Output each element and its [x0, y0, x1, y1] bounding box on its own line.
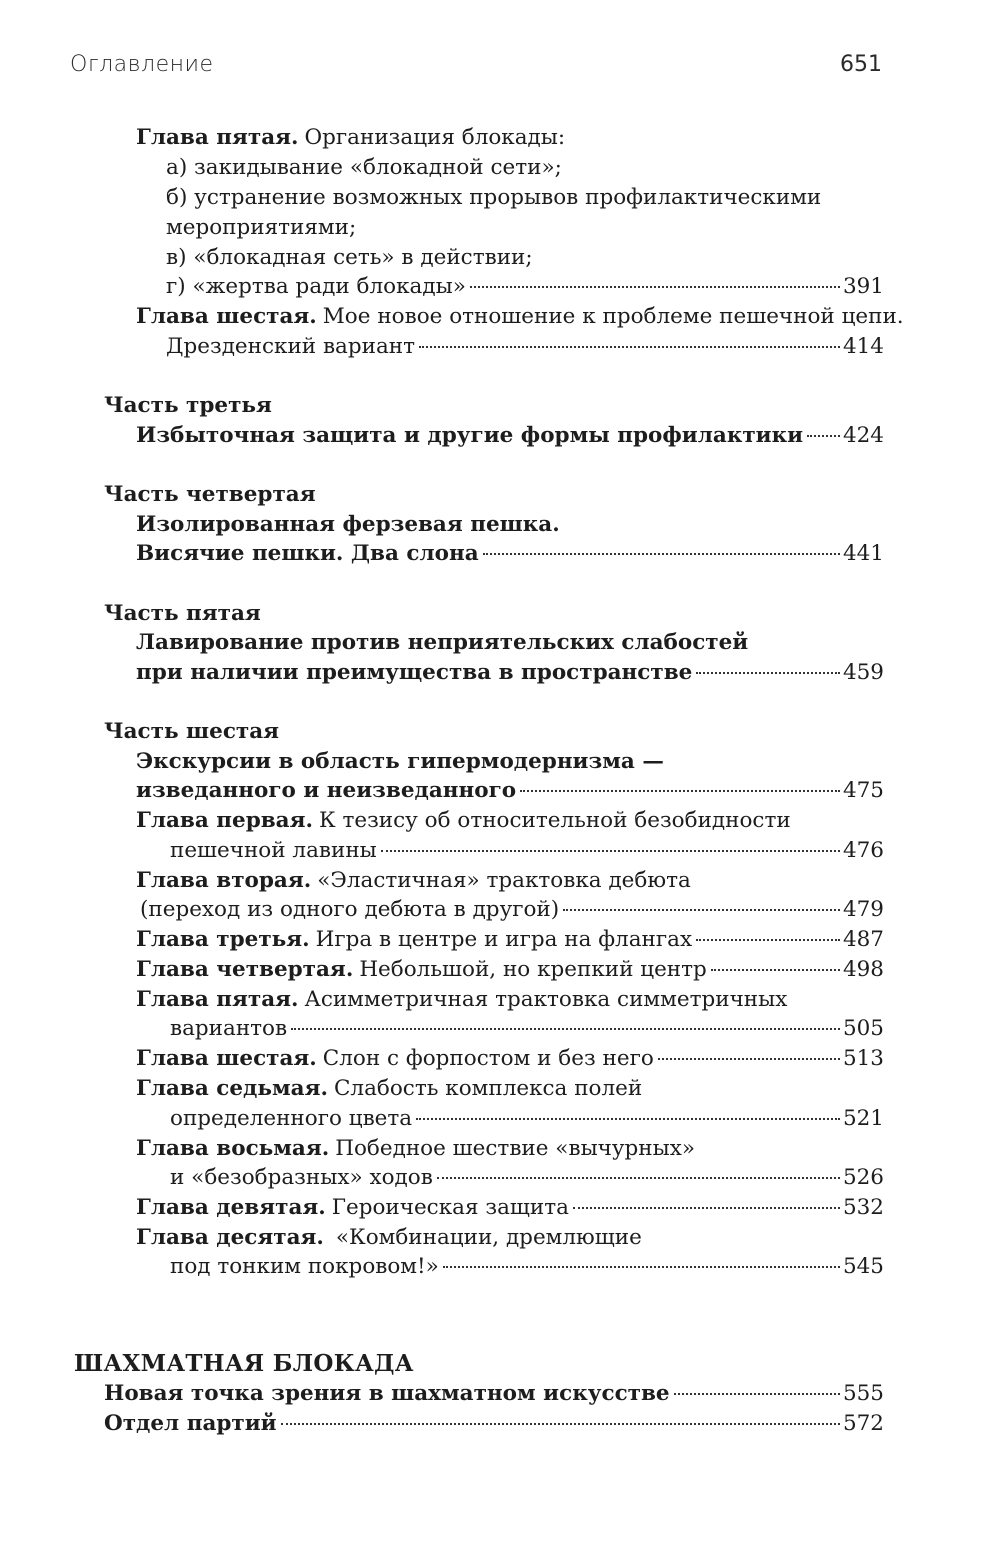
dot-leader: [291, 1028, 840, 1030]
toc-entry-row[interactable]: [104, 1409, 884, 1439]
chapter-title-cont: пешечной лавины: [170, 838, 377, 863]
page-ref: 526: [842, 1165, 884, 1190]
chapter-label: Глава шестая.: [136, 304, 317, 329]
page-ref: 487: [842, 927, 884, 952]
toc-entry-row[interactable]: [136, 955, 884, 985]
blockade-entry-2: Отдел партий: [104, 1411, 277, 1436]
chapter-title: Героическая защита: [331, 1195, 569, 1220]
toc-subitem-d: г) «жертва ради блокады»: [166, 274, 466, 299]
chapter-title: «Эластичная» трактовка дебюта: [317, 868, 691, 893]
toc-entry-row[interactable]: [170, 836, 884, 866]
toc-chapter-line: [136, 866, 691, 896]
page-ref: 513: [842, 1046, 884, 1071]
page-ref: 555: [842, 1381, 884, 1406]
part-4-label: Часть четвертая: [104, 482, 316, 507]
chapter-title: Организация блокады:: [304, 125, 566, 150]
toc-subitem-a: а) закидывание «блокадной сети»;: [166, 155, 562, 180]
part-6-title-line2: изведанного и неизведанного: [136, 778, 517, 803]
page-ref: 532: [842, 1195, 884, 1220]
toc-entry-row[interactable]: [136, 539, 884, 569]
part-6-title-line1: Экскурсии в область гипермодернизма —: [136, 749, 664, 774]
toc-entry-row[interactable]: [104, 1379, 884, 1409]
chapter-label: Глава девятая.: [136, 1195, 326, 1220]
toc-entry-row[interactable]: [170, 1252, 884, 1282]
toc-entry-row[interactable]: [136, 421, 884, 451]
chapter-label: Глава восьмая.: [136, 1136, 330, 1161]
chapter-title-cont: под тонким покровом!»: [170, 1254, 439, 1279]
chapter-title: Победное шествие «вычурных»: [335, 1136, 696, 1161]
dot-leader: [437, 1177, 840, 1179]
toc-chapter-line: [136, 1134, 695, 1164]
dot-leader: [416, 1118, 840, 1120]
dot-leader: [483, 553, 840, 555]
page-ref: 479: [842, 897, 884, 922]
dot-leader: [281, 1423, 840, 1425]
toc-entry-row[interactable]: [166, 272, 884, 302]
part-5-title-line2: при наличии преимущества в пространстве: [136, 660, 693, 685]
toc-subitem-b-line2: мероприятиями;: [166, 215, 357, 240]
part-6-label: Часть шестая: [104, 719, 280, 744]
dot-leader: [807, 435, 840, 437]
part-3-title: Избыточная защита и другие формы профилактики: [136, 423, 804, 448]
part-4-title-line2: Висячие пешки. Два слона: [136, 541, 479, 566]
toc-entry-row[interactable]: [136, 1044, 884, 1074]
chapter-label: Глава первая.: [136, 808, 313, 833]
dot-leader: [696, 939, 840, 941]
page-ref: 521: [842, 1106, 884, 1131]
dot-leader: [658, 1058, 840, 1060]
toc-entry-row[interactable]: [140, 895, 884, 925]
dot-leader: [419, 346, 840, 348]
toc-entry-row[interactable]: [136, 1193, 884, 1223]
chapter-label: Глава пятая.: [136, 125, 299, 150]
chapter-label: Глава шестая.: [136, 1046, 317, 1071]
toc-entry-row[interactable]: [136, 776, 884, 806]
toc-entry-row[interactable]: [136, 658, 884, 688]
chapter-title-cont: определенного цвета: [170, 1106, 413, 1131]
dot-leader: [696, 672, 840, 674]
toc-chapter-line: [136, 1223, 642, 1253]
part-4-title-line1: Изолированная ферзевая пешка.: [136, 512, 560, 537]
chapter-label: Глава четвертая.: [136, 957, 354, 982]
toc-chapter-line: [136, 1074, 642, 1104]
page-ref: 505: [842, 1016, 884, 1041]
page-ref: 498: [842, 957, 884, 982]
chapter-title: Небольшой, но крепкий центр: [359, 957, 707, 982]
chapter-title: Слабость комплекса полей: [333, 1076, 643, 1101]
dot-leader: [520, 790, 840, 792]
page-ref: 391: [842, 274, 884, 299]
toc-entry-row[interactable]: [136, 925, 884, 955]
page-ref: 414: [842, 334, 884, 359]
chapter-title-cont: и «безобразных» ходов: [170, 1165, 433, 1190]
chapter-title: Асимметричная трактовка симметричных: [304, 987, 788, 1012]
toc-entry-row[interactable]: [170, 1014, 884, 1044]
chapter-title: Слон с форпостом и без него: [322, 1046, 654, 1071]
part-5-label: Часть пятая: [104, 601, 261, 626]
toc-entry-row[interactable]: [166, 332, 884, 362]
chapter-title: К тезису об относительной безобидности: [318, 808, 791, 833]
page-ref: 459: [842, 660, 884, 685]
blockade-entry-1: Новая точка зрения в шахматном искусстве: [104, 1381, 670, 1406]
page-ref: 572: [842, 1411, 884, 1436]
dot-leader: [381, 850, 840, 852]
dot-leader: [573, 1207, 840, 1209]
toc-entry-row[interactable]: [170, 1163, 884, 1193]
chapter-title: Мое новое отношение к проблеме пешечной цепи.: [322, 304, 904, 329]
running-page-number: 651: [840, 52, 882, 77]
toc-chapter-line: [136, 806, 791, 836]
page-ref: 424: [842, 423, 884, 448]
dot-leader: [470, 286, 840, 288]
part-3-label: Часть третья: [104, 393, 272, 418]
running-title: Оглавление: [70, 52, 214, 77]
toc-subitem-b-line1: б) устранение возможных прорывов профилактическими: [166, 185, 822, 210]
page-ref: 476: [842, 838, 884, 863]
toc-chapter-5-line: [136, 123, 565, 153]
toc-subitem-c: в) «блокадная сеть» в действии;: [166, 245, 533, 270]
chapter-label: Глава третья.: [136, 927, 310, 952]
toc-chapter-6-line: [136, 302, 904, 332]
chapter-label: Глава пятая.: [136, 987, 299, 1012]
part-5-title-line1: Лавирование против неприятельских слабостей: [136, 630, 749, 655]
running-head: [70, 52, 882, 84]
chapter-title-cont: Дрезденский вариант: [166, 334, 416, 359]
chapter-title-cont: (переход из одного дебюта в другой): [140, 897, 560, 922]
dot-leader: [563, 909, 840, 911]
chapter-title-cont: вариантов: [170, 1016, 288, 1041]
toc-chapter-line: [136, 985, 787, 1015]
section-title-blockade: ШАХМАТНАЯ БЛОКАДА: [74, 1350, 414, 1377]
page-ref: 441: [842, 541, 884, 566]
chapter-title: Игра в центре и игра на флангах: [315, 927, 693, 952]
page-ref: 475: [842, 778, 884, 803]
chapter-label: Глава десятая.: [136, 1225, 324, 1250]
dot-leader: [711, 969, 840, 971]
chapter-label: Глава седьмая.: [136, 1076, 328, 1101]
dot-leader: [443, 1266, 840, 1268]
chapter-title: «Комбинации, дремлющие: [335, 1225, 642, 1250]
chapter-label: Глава вторая.: [136, 868, 312, 893]
page-ref: 545: [842, 1254, 884, 1279]
dot-leader: [674, 1393, 840, 1395]
toc-entry-row[interactable]: [170, 1104, 884, 1134]
